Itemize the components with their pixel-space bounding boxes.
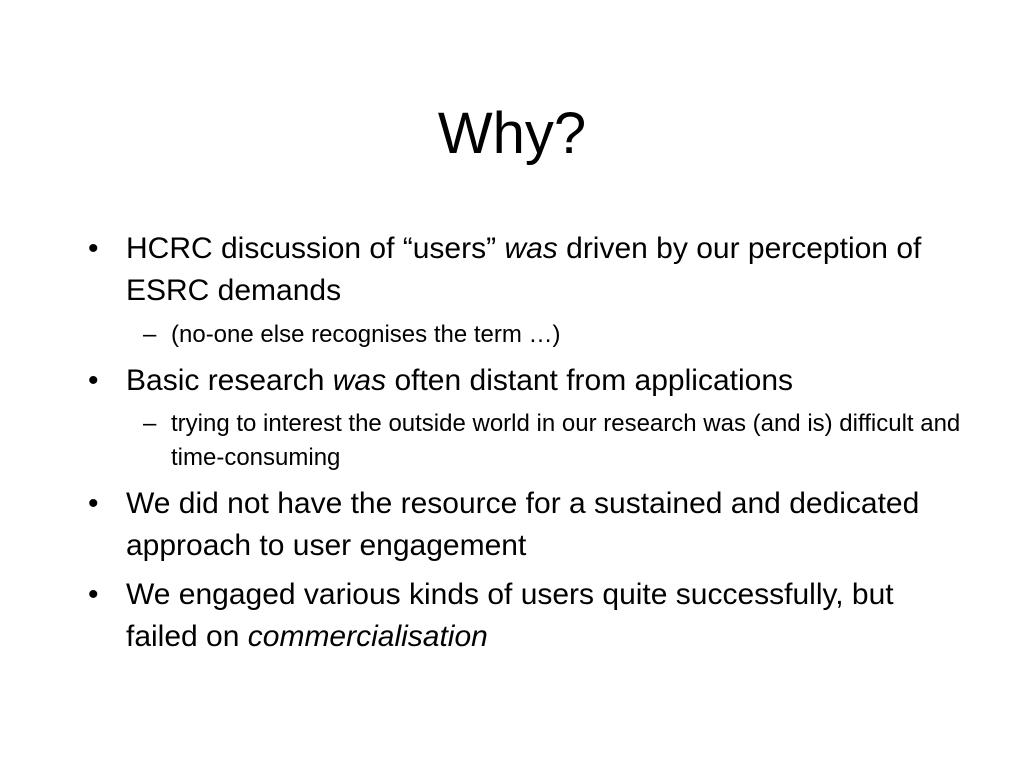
bullet-4-text-before: We engaged various kinds of users quite successfully, but failed on [126,578,894,653]
sub-bullet-marker: – [143,410,157,437]
sub-bullet-item-2: trying to interest the outside world in our research was (and is) difficult and time-consuming [171,410,961,471]
bullet-item-1 [126,228,946,312]
bullet-item-3: We did not have the resource for a sustained and dedicated approach to user engagement [126,487,920,562]
bullet-2-text-before: Basic research [126,364,333,397]
bullet-marker: • [88,578,99,611]
bullet-marker: • [88,232,99,265]
bullet-marker: • [88,364,99,397]
bullet-item-4 [126,574,946,658]
slide-title: Why? [437,101,587,166]
bullet-item-2 [126,360,946,402]
bullet-marker: • [88,487,99,520]
bullet-2-emphasis: was [332,364,387,397]
bullet-2-text-after: often distant from applications [386,364,793,397]
bullet-1-text-before: HCRC discussion of “users” [126,232,505,265]
bullet-1-text-after: driven by our perception of ESRC demands [126,232,922,307]
bullet-1-emphasis: was [504,232,558,265]
sub-bullet-item-1: (no-one else recognises the term …) [171,321,561,348]
bullet-4-emphasis: commercialisation [247,620,488,653]
sub-bullet-marker: – [143,321,157,348]
